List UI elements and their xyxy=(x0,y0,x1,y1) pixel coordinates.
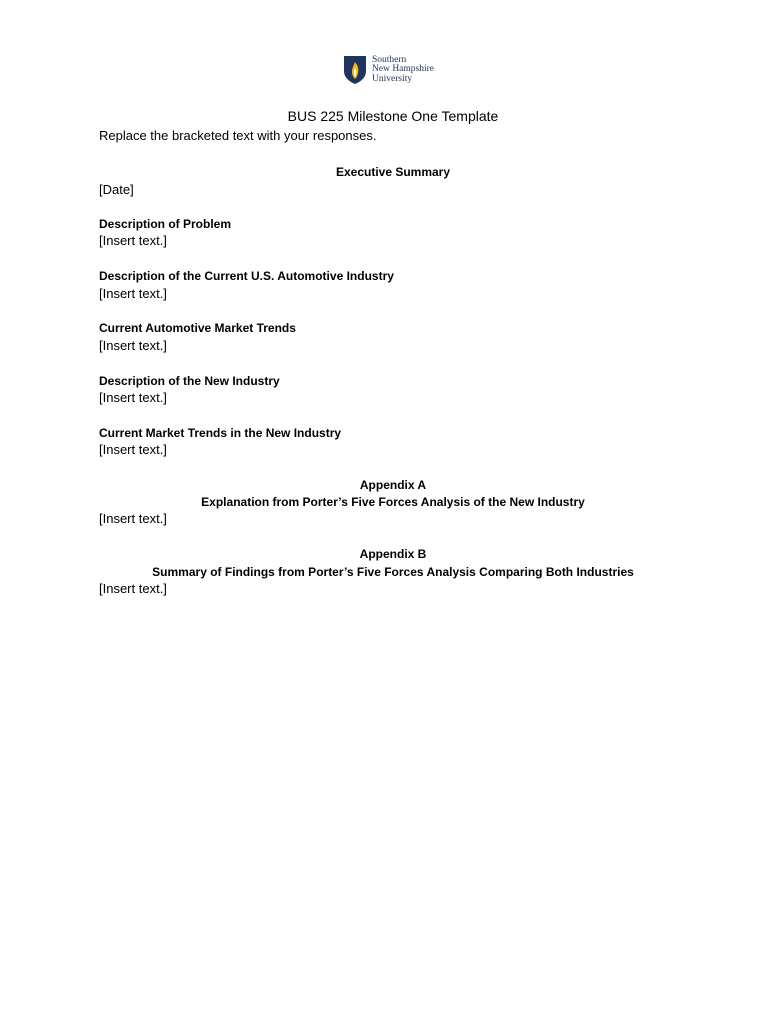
section-heading: Current Automotive Market Trends xyxy=(99,321,296,335)
section-heading: Description of the Current U.S. Automotive Industry xyxy=(99,269,394,283)
date-placeholder[interactable]: [Date] xyxy=(99,182,134,197)
section-body[interactable]: [Insert text.] xyxy=(99,390,167,405)
appendix-b-title: Summary of Findings from Porter’s Five Forces Analysis Comparing Both Industries xyxy=(152,565,634,579)
section-heading: Description of the New Industry xyxy=(99,374,280,388)
section-body[interactable]: [Insert text.] xyxy=(99,286,167,301)
appendix-b-label: Appendix B xyxy=(359,547,427,561)
logo-line-3: University xyxy=(372,73,413,84)
appendix-a-body[interactable]: [Insert text.] xyxy=(99,511,167,526)
shield-flame-icon xyxy=(343,55,367,85)
appendix-a-label: Appendix A xyxy=(359,478,427,492)
logo-line-1: Southern xyxy=(372,54,407,65)
executive-summary-heading: Executive Summary xyxy=(335,165,451,179)
appendix-a-title: Explanation from Porter’s Five Forces Analysis of the New Industry xyxy=(201,495,585,509)
section-body[interactable]: [Insert text.] xyxy=(99,442,167,457)
logo-line-2: New Hampshire xyxy=(372,64,434,75)
section-body[interactable]: [Insert text.] xyxy=(99,233,167,248)
section-body[interactable]: [Insert text.] xyxy=(99,338,167,353)
logo-wordmark xyxy=(372,56,434,85)
university-logo xyxy=(343,55,434,85)
instructions-text: Replace the bracketed text with your responses. xyxy=(99,128,377,143)
appendix-b-body[interactable]: [Insert text.] xyxy=(99,581,167,596)
section-heading: Description of Problem xyxy=(99,217,232,231)
document-title: BUS 225 Milestone One Template xyxy=(287,108,499,124)
section-heading: Current Market Trends in the New Industry xyxy=(99,426,342,440)
